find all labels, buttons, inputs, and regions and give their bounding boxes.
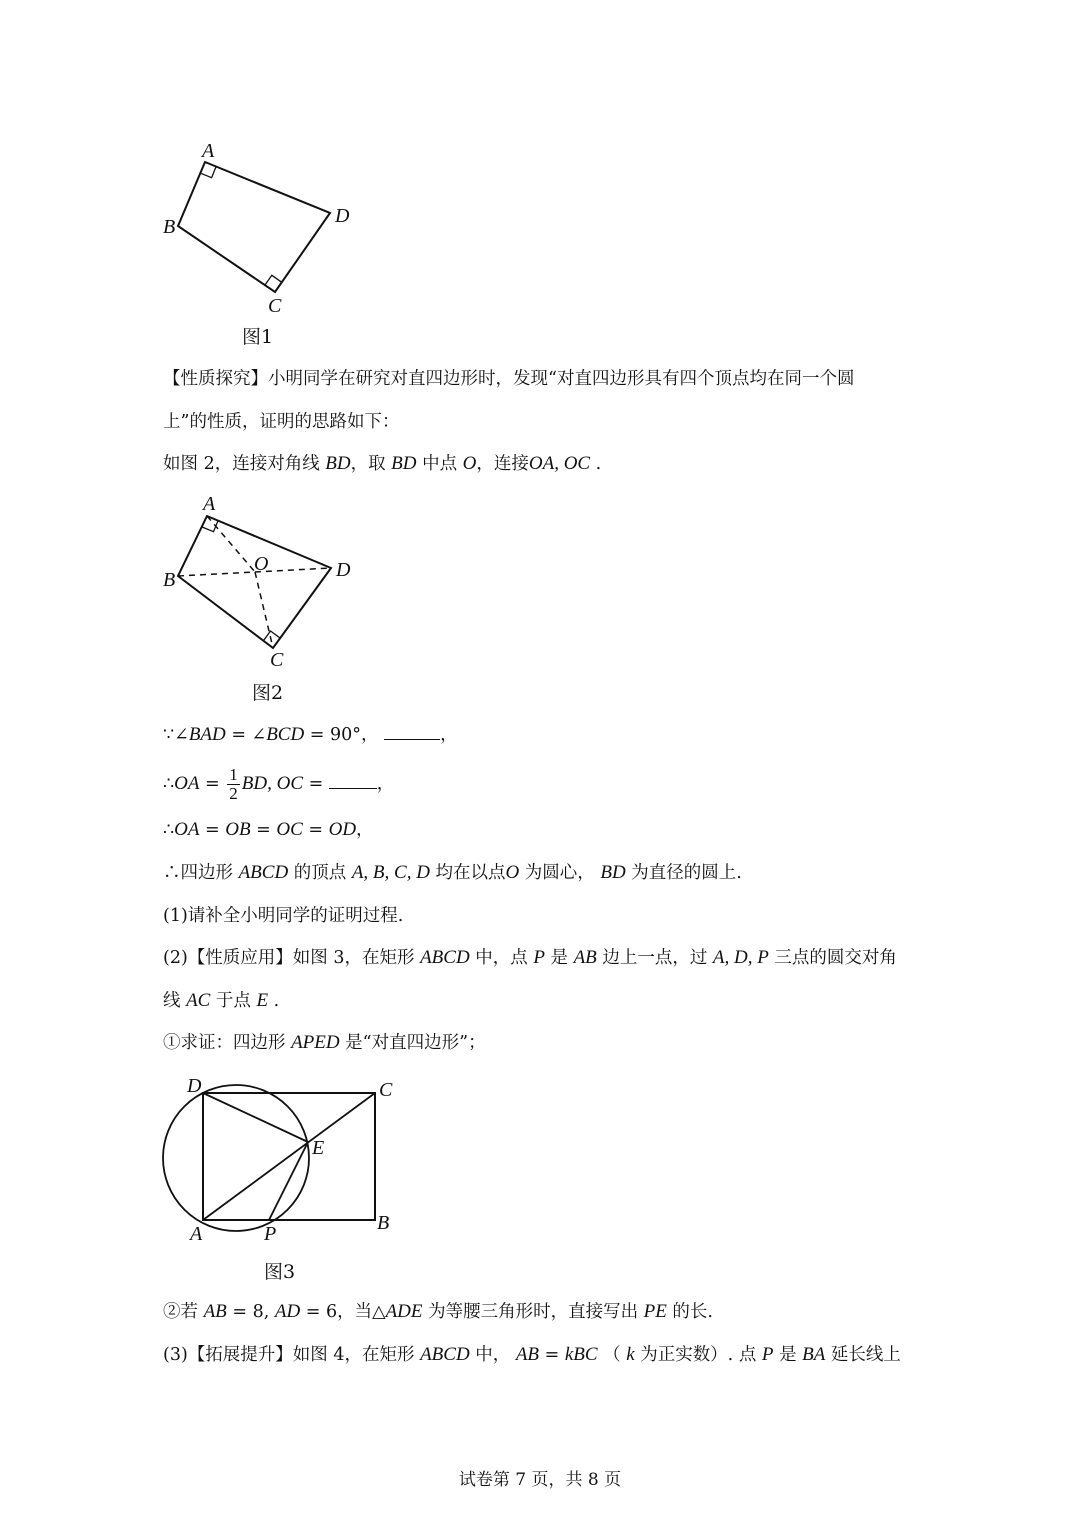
text-line-1: 【性质探究】小明同学在研究对直四边形时，发现“对直四边形具有四个顶点均在同一个圆 — [163, 369, 855, 389]
text-line-2: 上”的性质，证明的思路如下： — [163, 412, 400, 432]
fig3-label-c: C — [379, 1079, 393, 1101]
figure-2 — [160, 490, 380, 680]
figure-1-caption: 图1 — [242, 326, 274, 348]
fig3-label-a: A — [190, 1223, 203, 1245]
text-line-6: ∴OA = OB = OC = OD， — [163, 819, 374, 840]
fig3-label-e: E — [312, 1137, 325, 1159]
text-line-4: ∵∠BAD = ∠BCD = 90°， ， — [163, 721, 458, 747]
question-2-part-1: ①求证：四边形 APED 是“对直四边形”； — [163, 1032, 486, 1053]
page-footer: 试卷第 7 页，共 8 页 — [458, 1470, 622, 1490]
fig2-label-a: A — [203, 493, 216, 515]
fig1-label-b: B — [163, 216, 176, 238]
figure-2-caption: 图2 — [252, 682, 284, 704]
question-1: (1)请补全小明同学的证明过程. — [163, 906, 404, 926]
fig1-label-c: C — [268, 295, 282, 317]
fig1-label-d: D — [335, 205, 350, 227]
figure-3 — [160, 1070, 420, 1250]
answer-blank-2[interactable] — [329, 770, 377, 789]
fig2-label-c: C — [270, 649, 284, 671]
figure-3-caption: 图3 — [264, 1261, 296, 1283]
figure-1 — [160, 140, 380, 320]
fig2-label-b: B — [163, 569, 176, 591]
question-2-cont: 线 AC 于点 E . — [163, 990, 280, 1011]
fig1-label-a: A — [202, 140, 215, 162]
fig3-label-d: D — [187, 1075, 202, 1097]
fig2-label-o: O — [254, 553, 269, 575]
text-line-3: 如图 2，连接对角线 BD，取 BD 中点 O，连接OA, OC . — [163, 453, 602, 474]
answer-blank-1[interactable] — [384, 721, 440, 740]
fig2-label-d: D — [336, 559, 351, 581]
fig3-label-p: P — [264, 1223, 277, 1245]
fig3-label-b: B — [377, 1212, 390, 1234]
text-line-5: ∴OA = $\frac{1}{2}$ BD, OC = ， — [163, 765, 395, 803]
question-3: (3)【拓展提升】如图 4，在矩形 ABCD 中， AB = kBC （ k 为正实数）. 点 P 是 BA 延长线上 — [163, 1344, 901, 1365]
text-line-7: ∴四边形 ABCD 的顶点 A, B, C, D 均在以点O 为圆心， BD 为直径的圆上. — [163, 862, 742, 883]
fraction-one-half: $\frac{1}{2}$ — [229, 765, 238, 803]
question-2-part-2: ②若 AB = 8, AD = 6，当△ADE 为等腰三角形时，直接写出 PE 的长. — [163, 1301, 713, 1322]
question-2: (2)【性质应用】如图 3，在矩形 ABCD 中，点 P 是 AB 边上一点，过 A, D, P 三点的圆交对角 — [163, 947, 897, 968]
